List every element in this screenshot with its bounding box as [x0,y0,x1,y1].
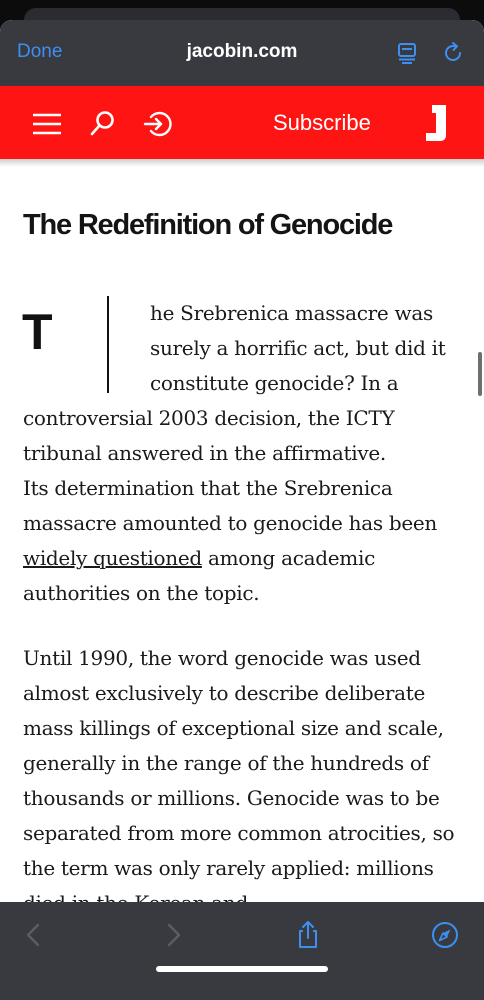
widely-questioned-link[interactable]: widely questioned [23,546,202,570]
reload-icon[interactable] [441,41,465,65]
article-title: The Redefinition of Genocide [23,209,393,241]
paragraph-line: surely a horrific act, but did it [150,336,446,360]
search-icon[interactable] [87,108,119,140]
drop-cap: T [22,304,53,360]
drop-cap-lines [150,296,470,401]
sign-in-icon[interactable] [142,108,174,140]
back-chevron-icon[interactable] [20,920,50,950]
reader-view-icon[interactable] [395,41,419,65]
subscribe-link[interactable]: Subscribe [273,110,371,135]
paragraph-text: Its determination that the Srebrenica massacre amounted to genocide has been [23,476,437,535]
browser-sheet [0,20,484,1000]
compass-icon[interactable] [430,920,460,950]
paragraph-text: among academic authorities on the topic. [23,546,375,605]
browser-top-bar [0,20,484,86]
home-indicator[interactable] [156,966,328,972]
hamburger-menu-icon[interactable] [31,108,63,140]
jacobin-logo[interactable] [422,105,450,143]
paragraph-line: constitute genocide? In a [150,371,399,395]
done-button[interactable]: Done [17,41,63,62]
header-shadow [0,159,484,167]
scroll-indicator[interactable] [478,352,482,396]
paragraph-line: he Srebrenica massacre was [150,301,433,325]
drop-cap-divider [107,296,109,393]
paragraph-2: Until 1990, the word genocide was used almost exclusively to describe deliberate mass killings of exceptional size and scale, generally in the range of the hundreds of thousands or millions. Genocide was to be separated from more common atrocities, so the term was only rarely applied: millions [23,646,455,880]
site-header [0,86,484,159]
page-domain: jacobin.com [186,41,298,62]
forward-chevron-icon[interactable] [157,920,187,950]
browser-toolbar [0,902,484,1000]
share-icon[interactable] [293,920,323,950]
paragraph-text: controversial 2003 decision, the ICTY tribunal answered in the affirmative. [23,406,395,465]
paragraph-1-continued [23,401,463,611]
